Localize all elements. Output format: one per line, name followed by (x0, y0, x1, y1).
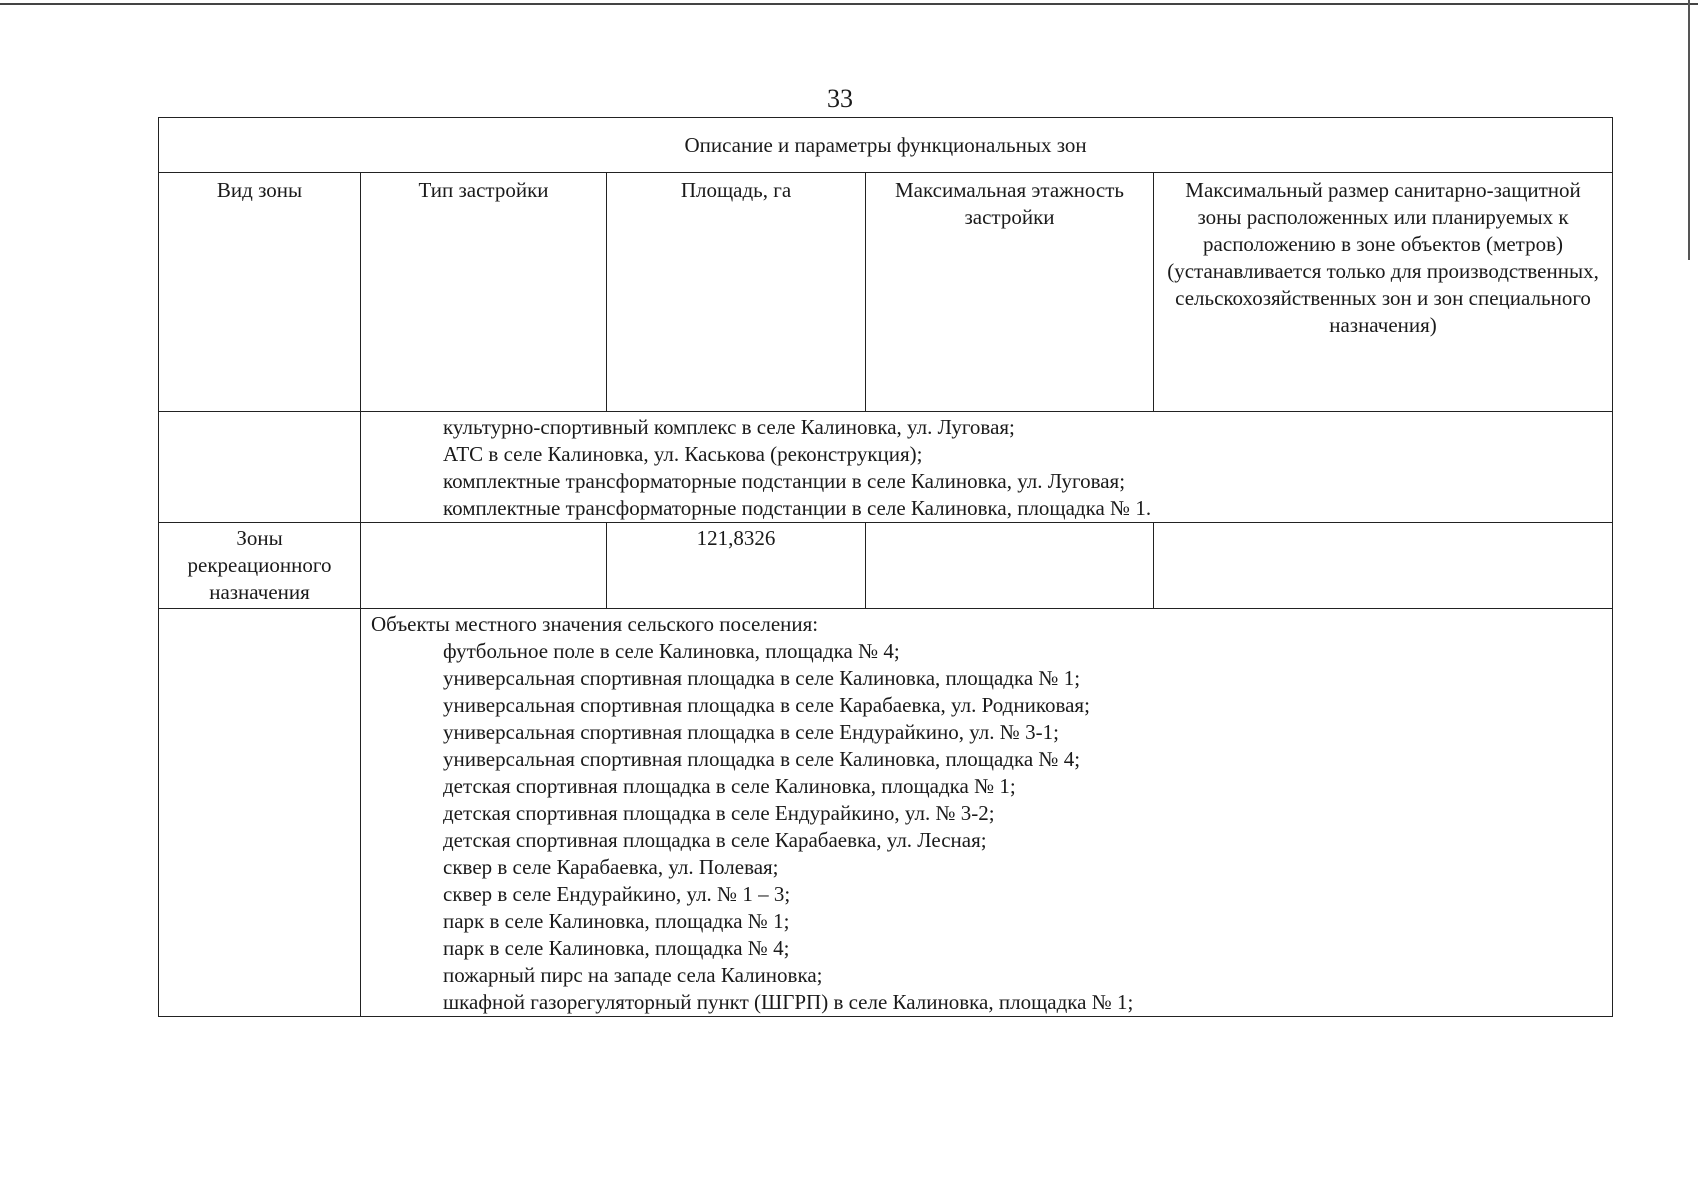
table-row (159, 412, 1613, 523)
objects-heading: Объекты местного значения сельского поселения: (371, 612, 819, 636)
list-item: универсальная спортивная площадка в селе Ендурайкино, ул. № 3-1; (443, 720, 1059, 744)
empty-zone-cell (159, 609, 361, 1017)
table-caption: Описание и параметры функциональных зон (159, 118, 1613, 173)
header-zone-type: Вид зоны (159, 173, 361, 412)
list-item: пожарный пирс на западе села Калиновка; (443, 963, 823, 987)
list-item: парк в селе Калиновка, площадка № 1; (443, 909, 790, 933)
list-item: детская спортивная площадка в селе Карабаевка, ул. Лесная; (443, 828, 987, 852)
header-build-type: Тип застройки (361, 173, 607, 412)
sanitary-zone-cell (1154, 523, 1613, 609)
list-item: универсальная спортивная площадка в селе Калиновка, площадка № 4; (443, 747, 1081, 771)
table-row (159, 523, 1613, 609)
list-item: универсальная спортивная площадка в селе Калиновка, площадка № 1; (443, 666, 1081, 690)
build-type-cell (361, 523, 607, 609)
table-row (159, 609, 1613, 1017)
table-header-row (159, 173, 1613, 412)
list-item: детская спортивная площадка в селе Калиновка, площадка № 1; (443, 774, 1016, 798)
header-area: Площадь, га (607, 173, 866, 412)
list-item: комплектные трансформаторные подстанции в селе Калиновка, ул. Луговая; (443, 469, 1126, 493)
scan-edge-top (0, 3, 1698, 5)
list-item: АТС в селе Калиновка, ул. Каськова (реконструкция); (443, 442, 923, 466)
header-max-floors: Максимальная этажность застройки (866, 173, 1154, 412)
header-sanitary-zone: Максимальный размер санитарно-защитной зоны расположенных или планируемых к расположению в зоне объектов (метров) (устанавливается только для производственных, сельскохозяйственных зон и зон специального назначения) (1154, 173, 1613, 412)
scan-edge-right (1688, 0, 1690, 260)
recreation-objects-cell (361, 609, 1613, 1017)
list-item: шкафной газорегуляторный пункт (ШГРП) в селе Калиновка, площадка № 1; (443, 990, 1134, 1014)
continued-objects-cell (361, 412, 1613, 523)
list-item: футбольное поле в селе Калиновка, площадка № 4; (443, 639, 900, 663)
functional-zones-table (158, 117, 1613, 1017)
empty-zone-cell (159, 412, 361, 523)
table-caption-row (159, 118, 1613, 173)
area-value: 121,8326 (607, 523, 866, 609)
list-item: сквер в селе Карабаевка, ул. Полевая; (443, 855, 779, 879)
max-floors-cell (866, 523, 1154, 609)
zone-name: Зоны рекреационного назначения (159, 523, 361, 609)
list-item: сквер в селе Ендурайкино, ул. № 1 – 3; (443, 882, 791, 906)
list-item: культурно-спортивный комплекс в селе Калиновка, ул. Луговая; (443, 415, 1015, 439)
list-item: универсальная спортивная площадка в селе Карабаевка, ул. Родниковая; (443, 693, 1090, 717)
list-item: комплектные трансформаторные подстанции в селе Калиновка, площадка № 1. (443, 496, 1152, 520)
page-number: 33 (827, 84, 853, 113)
list-item: парк в селе Калиновка, площадка № 4; (443, 936, 790, 960)
list-item: детская спортивная площадка в селе Ендурайкино, ул. № 3-2; (443, 801, 995, 825)
